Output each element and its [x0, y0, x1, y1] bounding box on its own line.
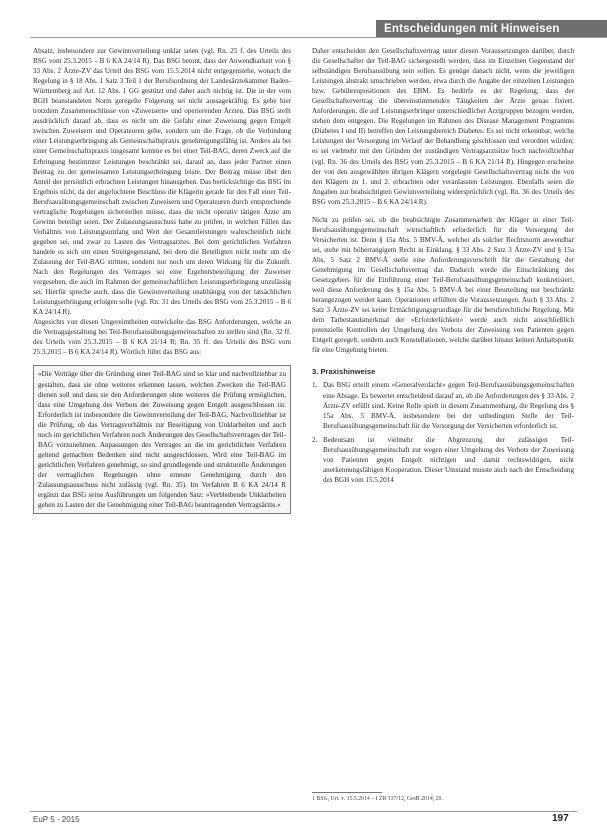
left-paragraph-2: Angesichts von diesen Ungereimtheiten entwickelte das BSG Anforderungen, welche an die Vertragsgestaltung bei Teil-Berufsausübungsgemeinschaften zu stellen sind (Rn. 32 ff. des Urteils vom 25.3.2015 – B 6 KA 21/14 R; Rn. 35 ff. des Urteils des BSG vom 25.3.2015 – B 6 KA 24/14 R). Wörtlich führt das BSG aus:: [33, 318, 291, 357]
hint-text: Das BSG erteilt einem »Generalverdacht« gegen Teil-Berufsausübungsgemeinschaften eine Absage. Es bewertet entscheidend darauf an, ob die Anforderungen des § 33 Abs. 2 Ärzte-ZV erfüllt sind. Keine Rolle spielt in diesem Zusammenhang, die Regelung des § 15a Abs. 5 BMV-Ä, insbesondere bei der unbedingten Stelle der Teil-Berufsausübungsgemeinschaft für die Versorgung der Versicherten erforderlich ist.: [323, 381, 574, 430]
footnote: 1 BSG, Urt. v. 15.5.2014 – I ZR 137/12, GesR 2014, 20.: [312, 796, 443, 802]
right-paragraph-2: Nicht zu prüfen sei, ob die beabsichtigte Zusammenarbeit der Kläger in einer Teil-Berufsausübungsgemeinschaft wirtschaftlich erforderlich für die Versorgung der Versicherten ist. Denn § 15a Abs. 5 BMV-Ä, welcher als solcher Rechtsnorm anwendbar sei, stehe mit höherrangigem Recht in Einklang. § 33 Abs. 2 Satz 3 Ärzte-ZV und § 15a Abs. 5 Satz 2 BMV-Ä stelle eine Anforderungsvorschrift für die Gestaltung der Genehmigung im Gesellschaftsvertrag dar. Dadurch werde die Einschränkung des Gesetzgebers für die Einführung einer Teil-Berufsausübungsgemeinschaft konkretisiert, weil diese Anforderung des § 15a Abs. 5 BMV-Ä bei einer Beurteilung nur beschränkt herangezogen werden kann. Operationen erfüllten die Voraussetzungen. Auch § 33 Abs. 2 Satz 3 Ärzte-ZV sei keine Ermächtigungsgrundlage für die berufsrechtliche Regelung. Mit dem Tatbestandsmerkmal der »Erforderlichkeit« werde auch nicht ausschließlich potenzielle Kontrollen der Umgehung des Verbots der Zuweisung von Patienten gegen Entgelt geregelt, sondern auch Konstellationen, welche darüber hinaus keinen Anhaltspunkt für eine Umgehung bieten.: [312, 215, 574, 355]
hint-text: Bedeutsam ist vielmehr die Abgrenzung der zulässigen Teil-Berufsausübungsgemeinschaft zur wegen einer Umgehung des Verbots der Zuweisung von Patienten gegen Entgelt nichtigen und damit rechtswidrigen, nicht anerkennungsfähigen Kooperation. Dieser Umstand musste auch nach der Entscheidung des BGH vom 15.5.2014: [323, 435, 574, 484]
hint-number: 2.: [312, 435, 318, 444]
hint-item: [312, 380, 574, 430]
right-paragraph-1: Daher entscheiden den Gesellschaftsvertrag unter diesen Voraussetzungen darüber, durch die Gesellschafter der Teil-BAG sichergestellt werden, dass im Einzelnen Gegenstand der selbständigen Berufsausübung sein sollen. Es genüge danach nicht, wenn die jeweiligen Leistungen abstrakt umschrieben werden, etwa durch die Angabe der einzelnen Leistungen bzw. Gebührenpositionen des EBM. Es bedürfe es der Regelung, dass der Gesellschaftervertrag die übereinstimmenden Tätigkeiten der Ärzte genau fixiert. Anforderungen, die auf Leistungserbringer unterschiedlicher Arztgruppen bezogen werden, stehen dem entgegen. Die Regelungen im Rahmen des Disease Management Programms (Diabetes I und II) betreffen den Leistungsbereich Diabetes. Es sei nicht erkennbar, welche Leistungen der Versorgung im Verlauf der Behandlung geschlossen und verordnet würden; es sei vielmehr mit den Gründen der zuständigen Vertragsarztsitze hoch nachvollziehbar (vgl. Rn. 36 des Urteils des BSG vom 25.3.2015 – B 6 KA 21/14 R). Hingegen erscheine der von den ausgewählten übrigen Klägern vorgelegte Gesellschaftsvertrag nicht die von den Klägern zu 1. und 2. erbrachten oder veranlassten Leistungen. Ebenfalls seien die Angaben zur beabsichtigten Gewinnverteilung widersprüchlich (vgl. Rn. 36 des Urteils des BSG vom 25.3.2015 – B 6 KA 24/14 R).: [312, 47, 574, 206]
page-number: 197: [552, 813, 569, 824]
footer-rule: [30, 811, 577, 812]
left-paragraph-1: Absatz, insbesondere zur Gewinnverteilung unklar seien (vgl. Rn. 25 f. des Urteils des BSG vom 25.3.2015 – B 6 KA 24/14 R). Das BSG betont, dass der Anwendbarkeit von § 33 Abs. 2 Ärzte-ZV das Urteil des BSG vom 15.5.2014 nicht entgegenstehe, wonach die Regelung in § 18 Abs. 1 Satz 3 Teil 1 der Berufsordnung der Landesärztekammer Baden-Württemberg auf Art. 12 Abs. 1 GG gestützt und daher auch nichtig ist. Die in der vom BGH beanstandeten Norm geregelte Folgerung sei nicht aussagekräftig. Es gebe hier trotzdem Zusammenschlüsse von »Zuweisern« und operierenden Ärzten. Das BSG stellt ausdrücklich darauf ab, dass es nicht um die Gefahr einer Zuweisung gegen Entgelt zwischen Zuweisern und Operateuren gehe, sondern um die Frage, ob die Verbindung einer Leistungserbringung als Gemeinschaftspraxis genehmigungsfähig ist. Anders als bei einer Gemeinschaftspraxis insgesamt komme es bei einer Teil-BAG, deren Zweck auf die Erbringung bestimmter Leistungen beschränkt sei, darauf an, dass jeder Partner einen Beitrag zu der gemeinsamen Leistungserbringung leiste. Der Beitrag müsse über den Anteil der persönlich erbrachten Leistungen hinausgehen. Das berücksichtige das BSG im Ergebnis nicht, da der angefochtene Beschluss die Klägerin gerade für den Fall einer Teil-Berufsausübungsgemeinschaft zwischen Zuweisern und Operateuren durch entsprechende vertragliche Regelungen sicherstellen müsse, dass die nicht operativ tätigen Ärzte am Gewinn beteiligt seien. Der Zulassungsausschuss habe zu prüfen, in welchen Fällen das Verhältnis von Leistungsumfang und Wert der Gesamtleistungen wahrscheinlich nicht gegeben sei, und zwar zu Lasten des Vertragsarztes. Bei dem gerichtlichen Verfahren handele es sich um einen Streitgegenstand, bei dem die Beteiligten nicht mehr um die Zulassung der Teil-BAG stritten, sondern nur noch um deren Wirkung für die Zukunft. Nach den Regelungen des Vertrages sei eine Ergebnisbeteiligung der Zuweiser vorgesehen, die auch im Rahmen der gemeinschaftlichen Leistungserbringung unzulässig sei. Hierfür spreche auch, dass die Gewinnverteilung unabhängig von der tatsächlichen Leistungserbringung erfolgen solle (vgl. Rn. 31 des Urteils des BSG vom 25.3.2015 – B 6 KA 24/14 R).: [33, 47, 291, 317]
quote-box: »Die Verträge über die Gründung einer Teil-BAG sind so klar und nachvollziehbar zu gestalten, dass sie ohne weiteres erkennen lassen, welchen Zwecken die Teil-BAG dienen soll und dass sie den Anforderungen ohne weiteres die Prüfung ermöglichen, dass eine Umgehung des Verbots der Zuweisung gegen Entgelt ausgeschlossen ist. Erforderlich ist insbesondere die Gewinnverteilung der Teil-BAG. Nachvollziehbar ist die Prüfung, ob das Vertragsverhältnis zur Beseitigung von Unklarheiten und auch noch im gerichtlichen Verfahren noch Änderungen des Gesellschaftsvertrages der Teil-BAG vorzunehmen. Anpassungen des Vertrages an die im gerichtlichen Verfahren geltend gemachten Bedenken sind nicht ausgeschlossen. Wird eine Teil-BAG im gerichtlichen Verfahren genehmigt, so sind grundlegende und strukturelle Änderungen der vertraglichen Regelungen ohne erneute Genehmigung durch den Zulassungsausschuss nicht zulässig (vgl. Rn. 35). Im Verfahren B 6 KA 24/14 R ergänzt das BSG seine Ausführungen um folgenden Satz: »Verbleibende Unklarheiten gehen zu Lasten der die Genehmigung einer Teil-BAG beantragenden Vertragsärzte.«: [33, 365, 291, 514]
right-column: [312, 46, 574, 489]
hint-number: 1.: [312, 381, 318, 390]
left-column: [33, 46, 291, 514]
footnote-rule: [312, 792, 382, 793]
journal-issue: EuP 5 · 2015: [33, 815, 80, 824]
hint-item: [312, 435, 574, 485]
section-header: Entscheidungen mit Hinweisen: [376, 20, 607, 38]
hints-title: 3. Praxishinweise: [312, 367, 376, 377]
header-rule: [30, 37, 607, 38]
